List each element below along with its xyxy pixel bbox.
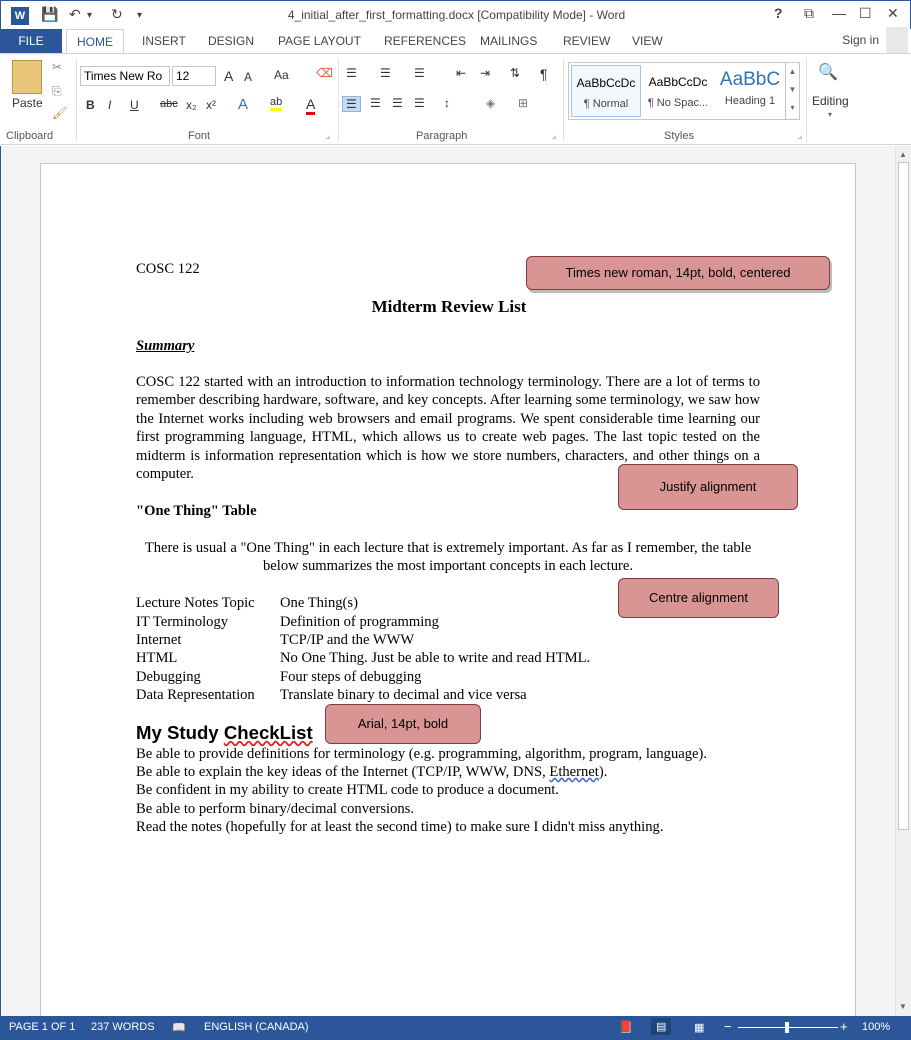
align-left-icon[interactable]: ☰ <box>342 96 361 112</box>
numbering-icon[interactable]: ☰ <box>380 66 391 80</box>
close-button[interactable]: ✕ <box>887 5 899 21</box>
save-icon[interactable]: 💾 <box>41 6 59 22</box>
justify-callout[interactable]: Justify alignment <box>618 464 798 510</box>
tab-design[interactable]: DESIGN <box>208 34 255 48</box>
table-cell: TCP/IP and the WWW <box>280 632 415 648</box>
group-separator <box>76 58 77 142</box>
checklist-item: Be able to perform binary/decimal conversions. <box>136 801 415 817</box>
ribbon-home <box>0 53 911 145</box>
justify-icon[interactable]: ☰ <box>414 96 425 110</box>
show-formatting-icon[interactable]: ¶ <box>540 66 548 82</box>
styles-scroll[interactable]: ▲ ▼ ▾ <box>785 63 799 119</box>
proofing-icon[interactable]: 📖 <box>172 1022 186 1034</box>
editing-dropdown-icon[interactable]: ▾ <box>828 110 833 119</box>
word-app-icon[interactable]: W <box>11 7 29 25</box>
style-name: ¶ No Spac... <box>647 97 709 109</box>
tab-file[interactable]: FILE <box>0 29 62 53</box>
subscript-button[interactable]: x₂ <box>186 98 197 112</box>
arial-callout[interactable]: Arial, 14pt, bold <box>325 704 481 744</box>
bold-button[interactable]: B <box>86 98 95 112</box>
help-button[interactable]: ? <box>774 5 783 21</box>
tab-view[interactable]: VIEW <box>632 34 663 48</box>
clear-formatting-icon[interactable]: ⌫ <box>316 66 333 80</box>
font-color-icon[interactable]: A <box>306 96 315 115</box>
format-painter-icon[interactable]: 🖌 <box>52 106 68 120</box>
shading-icon[interactable]: ◈ <box>486 96 496 110</box>
group-separator <box>338 58 339 142</box>
sign-in-link[interactable]: Sign in <box>842 33 879 47</box>
ribbon-tabs <box>0 29 911 53</box>
tab-mailings[interactable]: MAILINGS <box>480 34 538 48</box>
style-heading-1[interactable] <box>715 65 785 117</box>
title-bar <box>0 0 911 30</box>
one-thing-intro: There is usual a "One Thing" in each lecture that is extremely important. As far as I remember, the table below summarizes the most important concepts in each lecture. <box>144 540 752 575</box>
sort-icon[interactable]: ⇅ <box>510 66 521 80</box>
highlight-icon[interactable]: ab <box>270 96 282 111</box>
tab-insert[interactable]: INSERT <box>142 34 186 48</box>
checklist-item-tail: ). <box>598 764 608 780</box>
multilevel-list-icon[interactable]: ☰ <box>414 66 425 80</box>
bullets-icon[interactable]: ☰ <box>346 66 357 80</box>
checklist-item-flagged-word: Ethernet <box>549 764 599 780</box>
group-separator <box>563 58 564 142</box>
table-cell: Four steps of debugging <box>280 669 422 685</box>
zoom-level[interactable]: 100% <box>862 1021 891 1033</box>
document-title-heading: Midterm Review List <box>371 297 527 316</box>
strikethrough-button[interactable]: abc <box>160 98 178 110</box>
style-normal[interactable] <box>571 65 641 117</box>
zoom-slider-thumb[interactable] <box>785 1022 789 1033</box>
summary-paragraph: COSC 122 started with an introduction to information technology terminology. There are a lot of terms to remember describing hardware, software, and key concepts. After learning some terminology, we saw how the Internet works including web browsers and email programs. We spent considerable time learning our first programming language, HTML, which allows us to create web pages. The last topic tested on the midterm is information representation which is how we store numbers, characters, and other things on a computer. <box>136 374 760 483</box>
summary-heading: Summary <box>136 338 195 354</box>
tab-home[interactable]: HOME <box>66 29 124 53</box>
font-name-box[interactable]: Times New Ro <box>80 66 170 86</box>
text-effects-icon[interactable]: A <box>238 96 249 113</box>
table-cell: Definition of programming <box>280 614 439 630</box>
table-cell: Debugging <box>136 669 201 685</box>
print-layout-icon[interactable]: ▤ <box>651 1018 671 1035</box>
style-sample: AaBbC <box>719 69 781 90</box>
copy-icon[interactable]: ⎘ <box>52 84 62 98</box>
editing-button[interactable]: Editing <box>812 94 849 108</box>
paste-icon[interactable] <box>12 60 42 94</box>
tab-references[interactable]: REFERENCES <box>384 34 467 48</box>
tab-page-layout[interactable]: PAGE LAYOUT <box>278 34 361 48</box>
tab-review[interactable]: REVIEW <box>563 34 611 48</box>
paste-button[interactable]: Paste <box>12 96 43 110</box>
minimize-button[interactable]: — <box>832 5 846 21</box>
styles-gallery <box>568 62 800 120</box>
document-title: 4_initial_after_first_formatting.docx [Compatibility Mode] - Word <box>287 8 626 22</box>
style-sample: AaBbCcDc <box>576 76 636 90</box>
underline-button[interactable]: U <box>130 98 139 112</box>
align-center-icon[interactable]: ☰ <box>370 96 381 110</box>
checklist-item-text: Be able to explain the key ideas of the Internet (TCP/IP, WWW, DNS, <box>136 764 550 780</box>
cut-icon[interactable]: ✂ <box>52 60 63 74</box>
change-case-button[interactable]: Aa <box>274 68 289 82</box>
style-sample: AaBbCcDc <box>648 75 708 89</box>
checklist-heading-part: My Study <box>136 722 224 743</box>
table-cell: IT Terminology <box>136 614 229 630</box>
styles-dialog-launcher-icon[interactable]: ⌟ <box>798 130 803 140</box>
zoom-out-button[interactable]: − <box>724 1019 732 1034</box>
increase-indent-icon[interactable]: ⇥ <box>480 66 491 80</box>
centre-callout[interactable]: Centre alignment <box>618 578 779 618</box>
paragraph-dialog-launcher-icon[interactable]: ⌟ <box>552 130 557 140</box>
customize-quick-access-icon[interactable]: ▾ <box>137 10 143 21</box>
style-no-spacing[interactable] <box>643 65 713 117</box>
checklist-item: Be confident in my ability to create HTML code to produce a document. <box>136 782 559 798</box>
style-name: ¶ Normal <box>583 98 629 110</box>
font-dialog-launcher-icon[interactable]: ⌟ <box>326 130 331 140</box>
web-layout-icon[interactable]: ▦ <box>694 1022 705 1034</box>
scroll-thumb[interactable] <box>898 162 909 830</box>
italic-button[interactable]: I <box>108 98 112 112</box>
table-cell: HTML <box>136 650 178 666</box>
group-separator <box>806 58 807 142</box>
font-size-box[interactable]: 12 <box>172 66 216 86</box>
scroll-up-icon[interactable]: ▲ <box>899 150 907 159</box>
ribbon-display-button[interactable]: ⧉ <box>804 5 814 21</box>
undo-icon[interactable]: ↶ <box>69 6 81 22</box>
course-code: COSC 122 <box>136 261 200 277</box>
zoom-in-button[interactable]: + <box>840 1019 848 1034</box>
table-cell: Translate binary to decimal and vice versa <box>280 687 527 703</box>
style-name: Heading 1 <box>724 95 776 107</box>
undo-menu-icon[interactable]: ▾ <box>87 10 93 21</box>
checklist-item: Be able to provide definitions for terminology (e.g. programming, algorithm, program, language). <box>136 746 708 762</box>
maximize-button[interactable]: ☐ <box>859 5 872 21</box>
shrink-font-icon[interactable]: A <box>244 70 253 84</box>
account-avatar[interactable] <box>886 27 908 53</box>
checklist-heading-misspelled: CheckList <box>223 722 313 743</box>
superscript-button[interactable]: x² <box>206 98 216 112</box>
table-cell: Lecture Notes Topic <box>136 595 255 611</box>
status-bar <box>0 1016 911 1040</box>
borders-icon[interactable]: ⊞ <box>518 96 529 110</box>
line-spacing-icon[interactable]: ↕ <box>444 96 450 110</box>
table-cell: No One Thing. Just be able to write and read HTML. <box>280 650 591 666</box>
decrease-indent-icon[interactable]: ⇤ <box>456 66 467 80</box>
checklist-item <box>136 763 607 781</box>
scroll-down-icon[interactable]: ▼ <box>899 1002 907 1011</box>
title-format-callout[interactable]: Times new roman, 14pt, bold, centered <box>526 256 830 290</box>
clipboard-group-label: Clipboard <box>6 130 54 142</box>
table-cell: Internet <box>136 632 182 648</box>
find-binoculars-icon[interactable]: 🔍 <box>818 64 838 81</box>
word-count[interactable]: 237 WORDS <box>91 1021 155 1033</box>
grow-font-icon[interactable]: A <box>224 68 234 84</box>
table-cell: One Thing(s) <box>280 595 358 611</box>
language-status[interactable]: ENGLISH (CANADA) <box>204 1021 309 1033</box>
one-thing-heading: "One Thing" Table <box>136 503 257 519</box>
read-mode-icon[interactable]: 📕 <box>618 1020 633 1034</box>
vertical-scrollbar[interactable] <box>895 146 911 1016</box>
checklist-heading <box>136 722 313 744</box>
styles-group-label: Styles <box>664 130 694 142</box>
redo-icon[interactable]: ↻ <box>111 6 123 22</box>
align-right-icon[interactable]: ☰ <box>392 96 403 110</box>
checklist-item: Read the notes (hopefully for at least the second time) to make sure I didn't miss anything. <box>136 819 664 835</box>
paragraph-group-label: Paragraph <box>416 130 468 142</box>
page-count[interactable]: PAGE 1 OF 1 <box>9 1021 76 1033</box>
table-cell: Data Representation <box>136 687 255 703</box>
font-group-label: Font <box>188 130 211 142</box>
